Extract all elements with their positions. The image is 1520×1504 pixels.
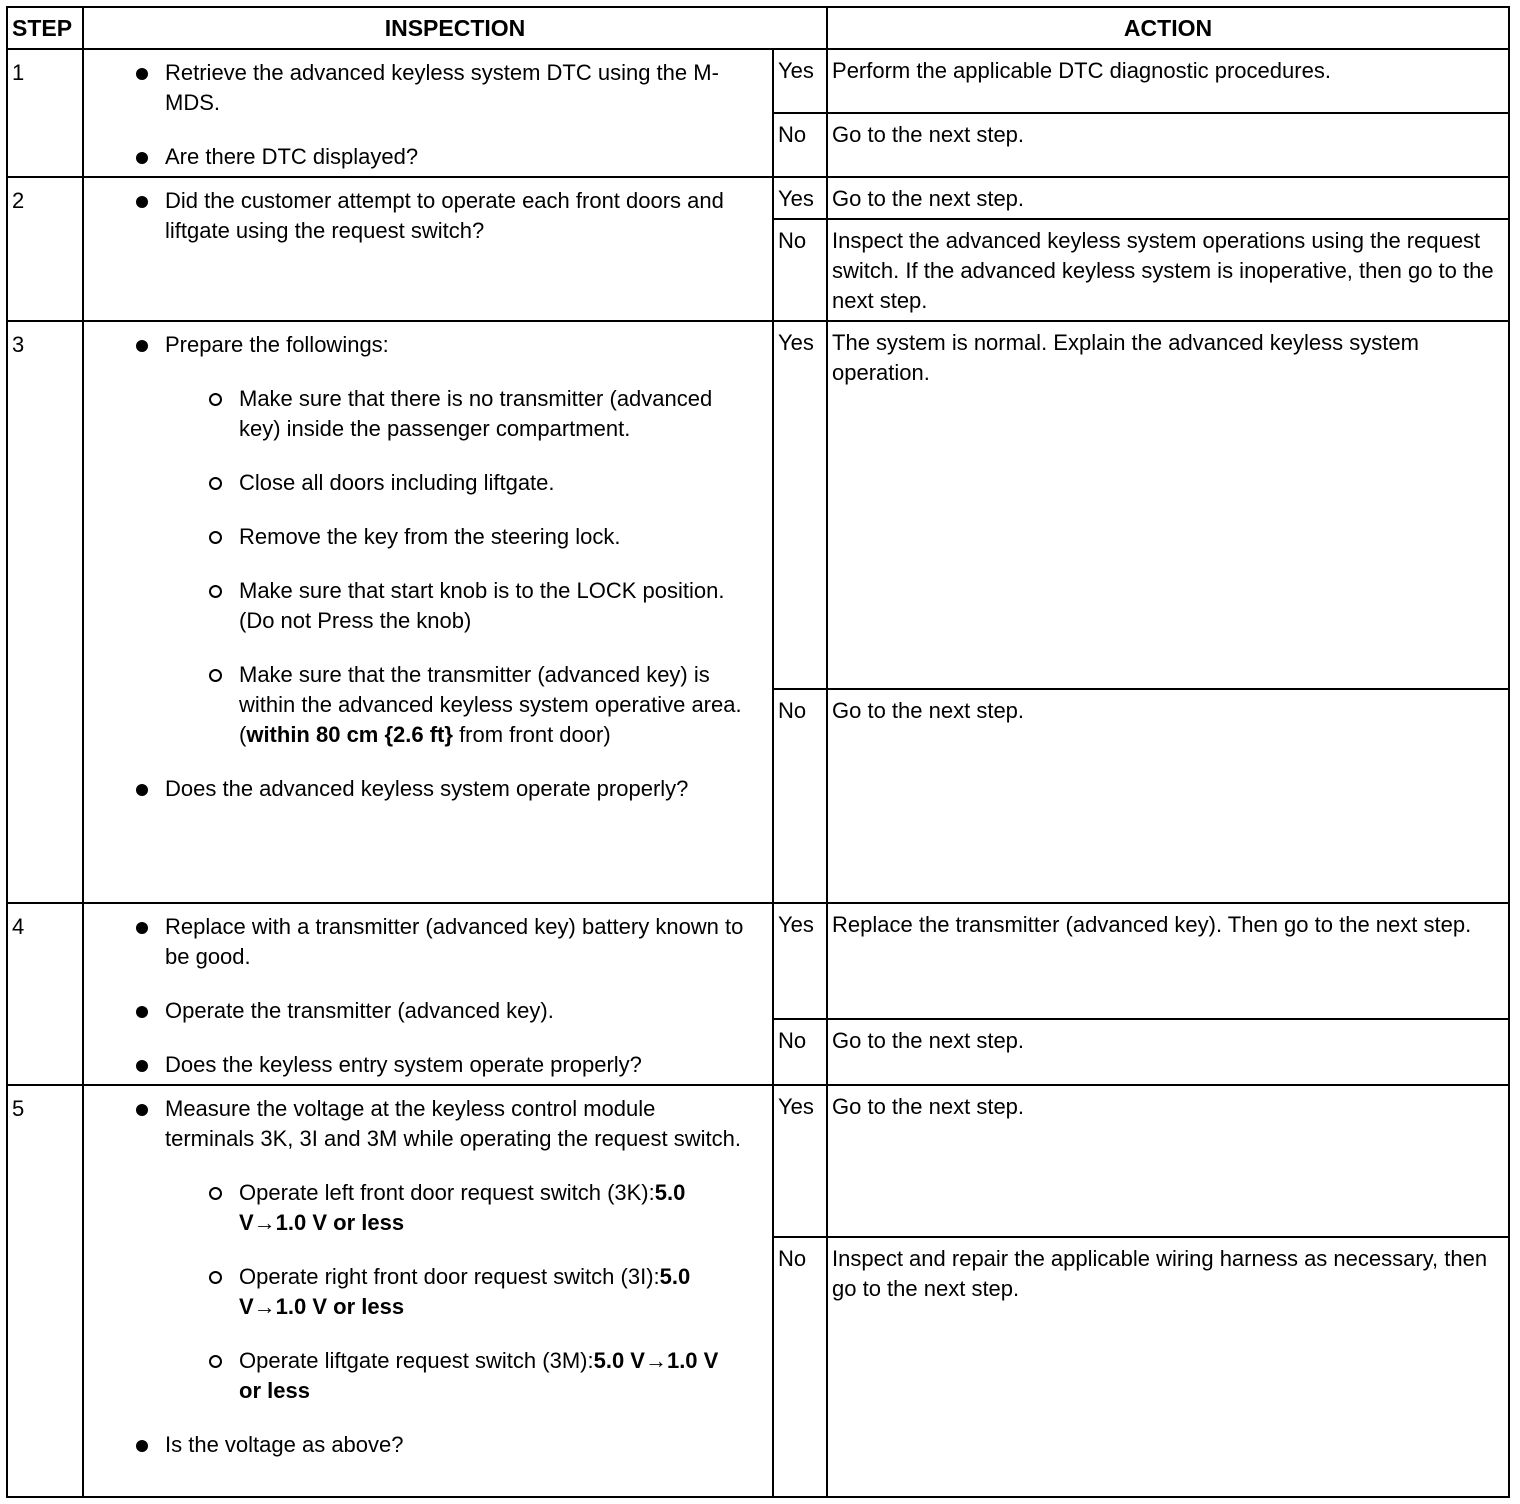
- sub-text: Operate liftgate request switch (3M):: [239, 1348, 594, 1373]
- sub-text-bold: 5.0 V→1.0 V or less: [239, 1348, 719, 1403]
- sub-bullet-item: Close all doors including liftgate.: [208, 468, 744, 498]
- step-number: 1: [7, 49, 83, 177]
- action-no: Inspect and repair the applicable wiring harness as necessary, then go to the next step.: [827, 1237, 1509, 1497]
- yes-label: Yes: [773, 49, 827, 113]
- action-no: Go to the next step.: [827, 689, 1509, 903]
- action-yes: The system is normal. Explain the advanced keyless system operation.: [827, 321, 1509, 689]
- bullet-text: Measure the voltage at the keyless control module terminals 3K, 3I and 3M while operating the request switch.: [165, 1096, 741, 1151]
- step-number: 4: [7, 903, 83, 1085]
- action-no: Go to the next step.: [827, 1019, 1509, 1085]
- yes-label: Yes: [773, 321, 827, 689]
- bullet-item: Is the voltage as above?: [134, 1430, 744, 1460]
- bullet-item: Does the keyless entry system operate properly?: [134, 1050, 744, 1080]
- sub-text: Operate left front door request switch (3K):: [239, 1180, 655, 1205]
- sub-text: Operate right front door request switch (3I):: [239, 1264, 660, 1289]
- no-label: No: [773, 1237, 827, 1497]
- no-label: No: [773, 113, 827, 177]
- step-5-yes-row: [7, 1085, 1509, 1237]
- sub-bullet-item: Make sure that there is no transmitter (advanced key) inside the passenger compartment.: [208, 384, 744, 444]
- action-no: Go to the next step.: [827, 113, 1509, 177]
- bullet-text: Prepare the followings:: [165, 332, 389, 357]
- yes-label: Yes: [773, 903, 827, 1019]
- sub-text: from front door): [452, 722, 611, 747]
- step-number: 5: [7, 1085, 83, 1497]
- bullet-item: Replace with a transmitter (advanced key) battery known to be good.: [134, 912, 744, 972]
- sub-text-bold: within 80 cm {2.6 ft}: [246, 722, 453, 747]
- step-header: STEP: [7, 7, 83, 49]
- action-yes: Perform the applicable DTC diagnostic procedures.: [827, 49, 1509, 113]
- step-4-yes-row: [7, 903, 1509, 1019]
- bullet-item: Retrieve the advanced keyless system DTC using the M-MDS.: [134, 58, 744, 118]
- no-label: No: [773, 219, 827, 321]
- step-1-yes-row: [7, 49, 1509, 113]
- bullet-item: Does the advanced keyless system operate properly?: [134, 774, 744, 804]
- sub-bullet-item: [208, 1178, 744, 1238]
- inspection-cell: [83, 903, 773, 1085]
- yes-label: Yes: [773, 1085, 827, 1237]
- bullet-item: [134, 330, 744, 750]
- sub-bullet-item: [208, 1346, 744, 1406]
- inspection-cell: [83, 321, 773, 903]
- sub-bullet-item: Make sure that start knob is to the LOCK position. (Do not Press the knob): [208, 576, 744, 636]
- action-yes: Go to the next step.: [827, 177, 1509, 219]
- inspection-header: INSPECTION: [83, 7, 827, 49]
- sub-text-bold: 5.0 V→1.0 V or less: [239, 1180, 686, 1235]
- sub-text-bold: 5.0 V→1.0 V or less: [239, 1264, 691, 1319]
- step-number: 3: [7, 321, 83, 903]
- inspection-cell: [83, 1085, 773, 1497]
- diagnostic-table: [6, 6, 1510, 1498]
- bullet-item: Did the customer attempt to operate each front doors and liftgate using the request switch?: [134, 186, 744, 246]
- action-yes: Replace the transmitter (advanced key). Then go to the next step.: [827, 903, 1509, 1019]
- inspection-cell: [83, 49, 773, 177]
- bullet-item: [134, 1094, 744, 1406]
- step-3-yes-row: [7, 321, 1509, 689]
- inspection-cell: [83, 177, 773, 321]
- no-label: No: [773, 689, 827, 903]
- no-label: No: [773, 1019, 827, 1085]
- sub-bullet-item: Remove the key from the steering lock.: [208, 522, 744, 552]
- sub-bullet-item: [208, 660, 744, 750]
- step-number: 2: [7, 177, 83, 321]
- header-row: [7, 7, 1509, 49]
- yes-label: Yes: [773, 177, 827, 219]
- action-yes: Go to the next step.: [827, 1085, 1509, 1237]
- bullet-item: Are there DTC displayed?: [134, 142, 744, 172]
- action-header: ACTION: [827, 7, 1509, 49]
- sub-bullet-item: [208, 1262, 744, 1322]
- action-no: Inspect the advanced keyless system operations using the request switch. If the advanced keyless system is inoperative, then go to the next step.: [827, 219, 1509, 321]
- step-2-yes-row: [7, 177, 1509, 219]
- sub-text: Make sure that the transmitter (advanced key) is within the advanced keyless system operative area. (: [239, 662, 742, 747]
- bullet-item: Operate the transmitter (advanced key).: [134, 996, 744, 1026]
